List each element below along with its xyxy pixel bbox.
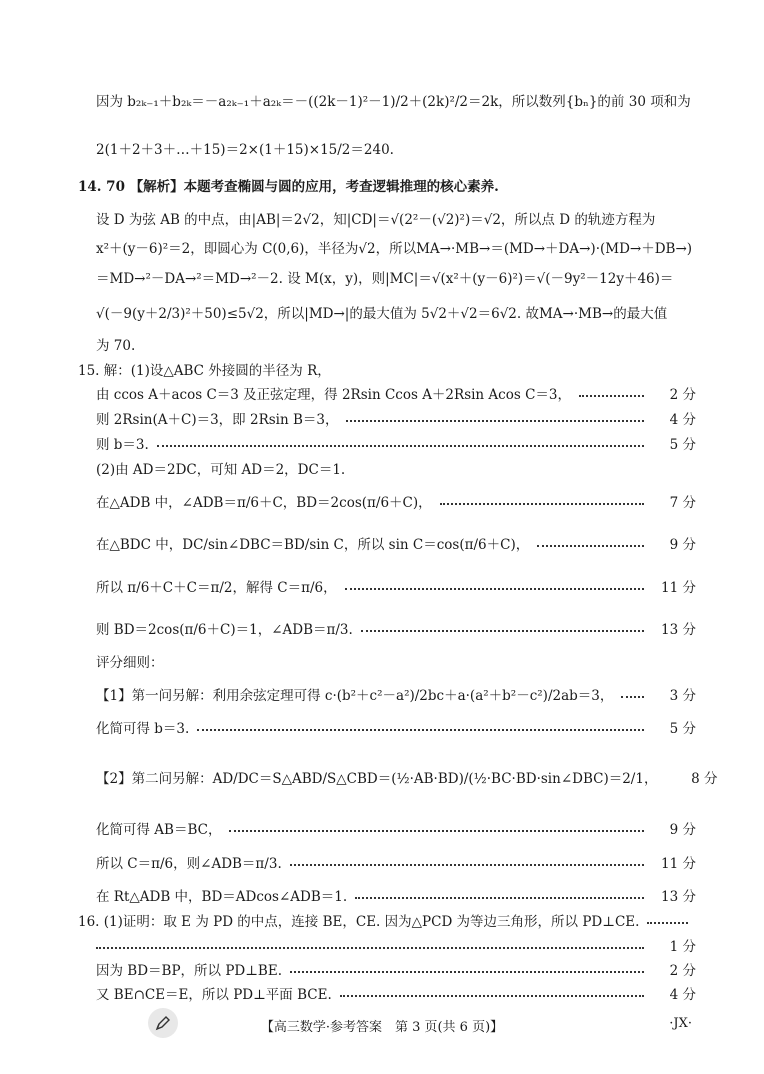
leader-dots [157, 445, 644, 447]
text-line: √(－9(y＋2/3)²＋50)≤5√2，所以|MD→|的最大值为 5√2＋√2＝6√2. 故MA→·MB→的最大值 [96, 306, 668, 322]
text-line: 2(1＋2＋3＋…＋15)＝2×(1＋15)×15/2＝240. [96, 142, 394, 158]
scored-step: 化简可得 AB＝BC， 9 分 [96, 822, 696, 838]
scored-step: 则 BD＝2cos(π/6＋C)＝1，∠ADB＝π/3. 13 分 [96, 622, 696, 638]
leader-dots [345, 588, 644, 590]
leader-dots [290, 864, 644, 866]
footer-title: 【高三数学·参考答案 第 3 页(共 6 页)】 [260, 1020, 504, 1035]
leader-dots [579, 395, 644, 397]
solution-16-header: 16. (1)证明：取 E 为 PD 的中点，连接 BE，CE. 因为△PCD 为等边三角形，所以 PD⊥CE. [78, 910, 696, 930]
leader-dots [346, 420, 644, 422]
leader-dots [96, 947, 644, 949]
leader-dots [621, 696, 644, 698]
leader-dots [440, 503, 644, 505]
text-line: ＝MD→²－DA→²＝MD→²－2. 设 M(x，y)，则|MC|＝√(x²＋(y－6)²)＝√(－9y²－12y＋46)＝ [96, 271, 674, 287]
scored-step: 在△ADB 中，∠ADB＝π/6＋C，BD＝2cos(π/6＋C)， 7 分 [96, 495, 696, 511]
text-line: 评分细则： [96, 655, 164, 671]
scored-step: 由 ccos A＋acos C＝3 及正弦定理，得 2Rsin Ccos A＋2Rsin Acos C＝3， 2 分 [96, 387, 696, 403]
page-footer [0, 1008, 764, 1044]
scored-step: 所以 π/6＋C＋C＝π/2，解得 C＝π/6， 11 分 [96, 580, 696, 596]
leader-dots [197, 729, 644, 731]
leader-dots [340, 995, 644, 997]
solution-15-header: 15. 解：(1)设△ABC 外接圆的半径为 R， [78, 363, 331, 379]
leader-dots [647, 922, 688, 924]
text-line: x²＋(y－6)²＝2，即圆心为 C(0,6)，半径为√2，所以MA→·MB→＝(MD→＋DA→)·(MD→＋DB→) [96, 241, 693, 257]
solution-14-header: 14. 70 【解析】本题考查椭圆与圆的应用，考查逻辑推理的核心素养. [78, 179, 499, 195]
leader-dots [537, 545, 644, 547]
text-line: 为 70. [96, 338, 136, 354]
scored-step: 所以 C＝π/6，则∠ADB＝π/3. 11 分 [96, 856, 696, 872]
footer-mark: ·JX· [669, 1016, 692, 1031]
scored-step: 【2】第二问另解：AD/DC＝S△ABD/S△CBD＝(½·AB·BD)/(½·BC·BD·sin∠DBC)＝2/1， 8 分 [96, 771, 718, 787]
scored-step: 在△BDC 中，DC/sin∠DBC＝BD/sin C，所以 sin C＝cos(π/6＋C)， 9 分 [96, 537, 696, 553]
leader-dots [361, 630, 644, 632]
scored-step: 则 2Rsin(A＋C)＝3，即 2Rsin B＝3， 4 分 [96, 412, 696, 428]
text-line: 因为 b₂ₖ₋₁＋b₂ₖ＝－a₂ₖ₋₁＋a₂ₖ＝－((2k－1)²－1)/2＋(2k)²/2＝2k，所以数列{bₙ}的前 30 项和为 [96, 94, 691, 110]
leader-dots [355, 897, 644, 899]
text-line: 设 D 为弦 AB 的中点，由|AB|＝2√2，知|CD|＝√(2²－(√2)²)＝√2，所以点 D 的轨迹方程为 [96, 212, 656, 228]
scored-step: 1 分 [96, 935, 696, 955]
scored-step: 因为 BD＝BP，所以 PD⊥BE. 2 分 [96, 963, 696, 979]
leader-dots [290, 971, 644, 973]
text-line: (2)由 AD＝2DC，可知 AD＝2，DC＝1. [96, 462, 346, 478]
scored-step: 在 Rt△ADB 中，BD＝ADcos∠ADB＝1. 13 分 [96, 889, 696, 905]
scored-step: 则 b＝3. 5 分 [96, 437, 696, 453]
scored-step: 又 BE∩CE＝E，所以 PD⊥平面 BCE. 4 分 [96, 987, 696, 1003]
scored-step: 化简可得 b＝3. 5 分 [96, 721, 696, 737]
leader-dots [229, 830, 644, 832]
scored-step: 【1】第一问另解：利用余弦定理可得 c·(b²＋c²－a²)/2bc＋a·(a²＋b²－c²)/2ab＝3， 3 分 [96, 688, 696, 704]
